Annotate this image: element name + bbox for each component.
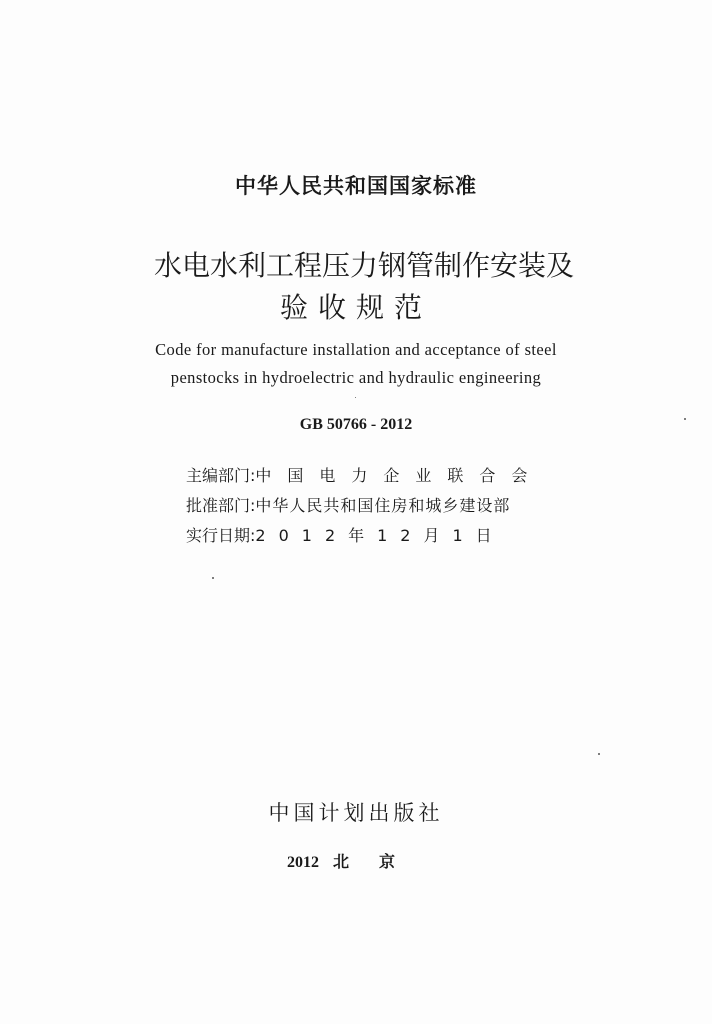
approver-label: 批准部门:	[186, 496, 256, 515]
publisher-name: 中国计划出版社	[268, 801, 444, 825]
scan-speck	[598, 753, 600, 755]
effective-date-row	[186, 523, 505, 546]
standard-classification: 中华人民共和国国家标准	[235, 174, 477, 198]
effective-date-label: 实行日期:	[186, 526, 256, 545]
scan-speck	[212, 577, 214, 579]
imprint-line	[0, 849, 712, 872]
editor-row	[186, 463, 543, 486]
standard-code: GB 50766 - 2012	[299, 416, 413, 433]
english-title-line-1: Code for manufacture installation and acceptance of steel	[155, 340, 557, 359]
editor-value: 中国电力企业联合会	[255, 466, 544, 485]
editor-label: 主编部门:	[186, 466, 256, 485]
approver-row	[186, 493, 510, 516]
imprint-year: 2012	[286, 854, 319, 871]
imprint-city: 北京	[332, 854, 425, 871]
effective-date-value: 2012年12月1日	[255, 526, 505, 545]
approver-value: 中华人民共和国住房和城乡建设部	[255, 496, 511, 515]
title-line-1: 水电水利工程压力钢管制作安装及	[153, 249, 574, 282]
english-title-line-2: penstocks in hydroelectric and hydraulic engineering	[170, 368, 542, 387]
scan-speck	[355, 397, 356, 398]
scan-speck	[684, 418, 686, 420]
title-line-2: 验收规范	[279, 291, 432, 324]
